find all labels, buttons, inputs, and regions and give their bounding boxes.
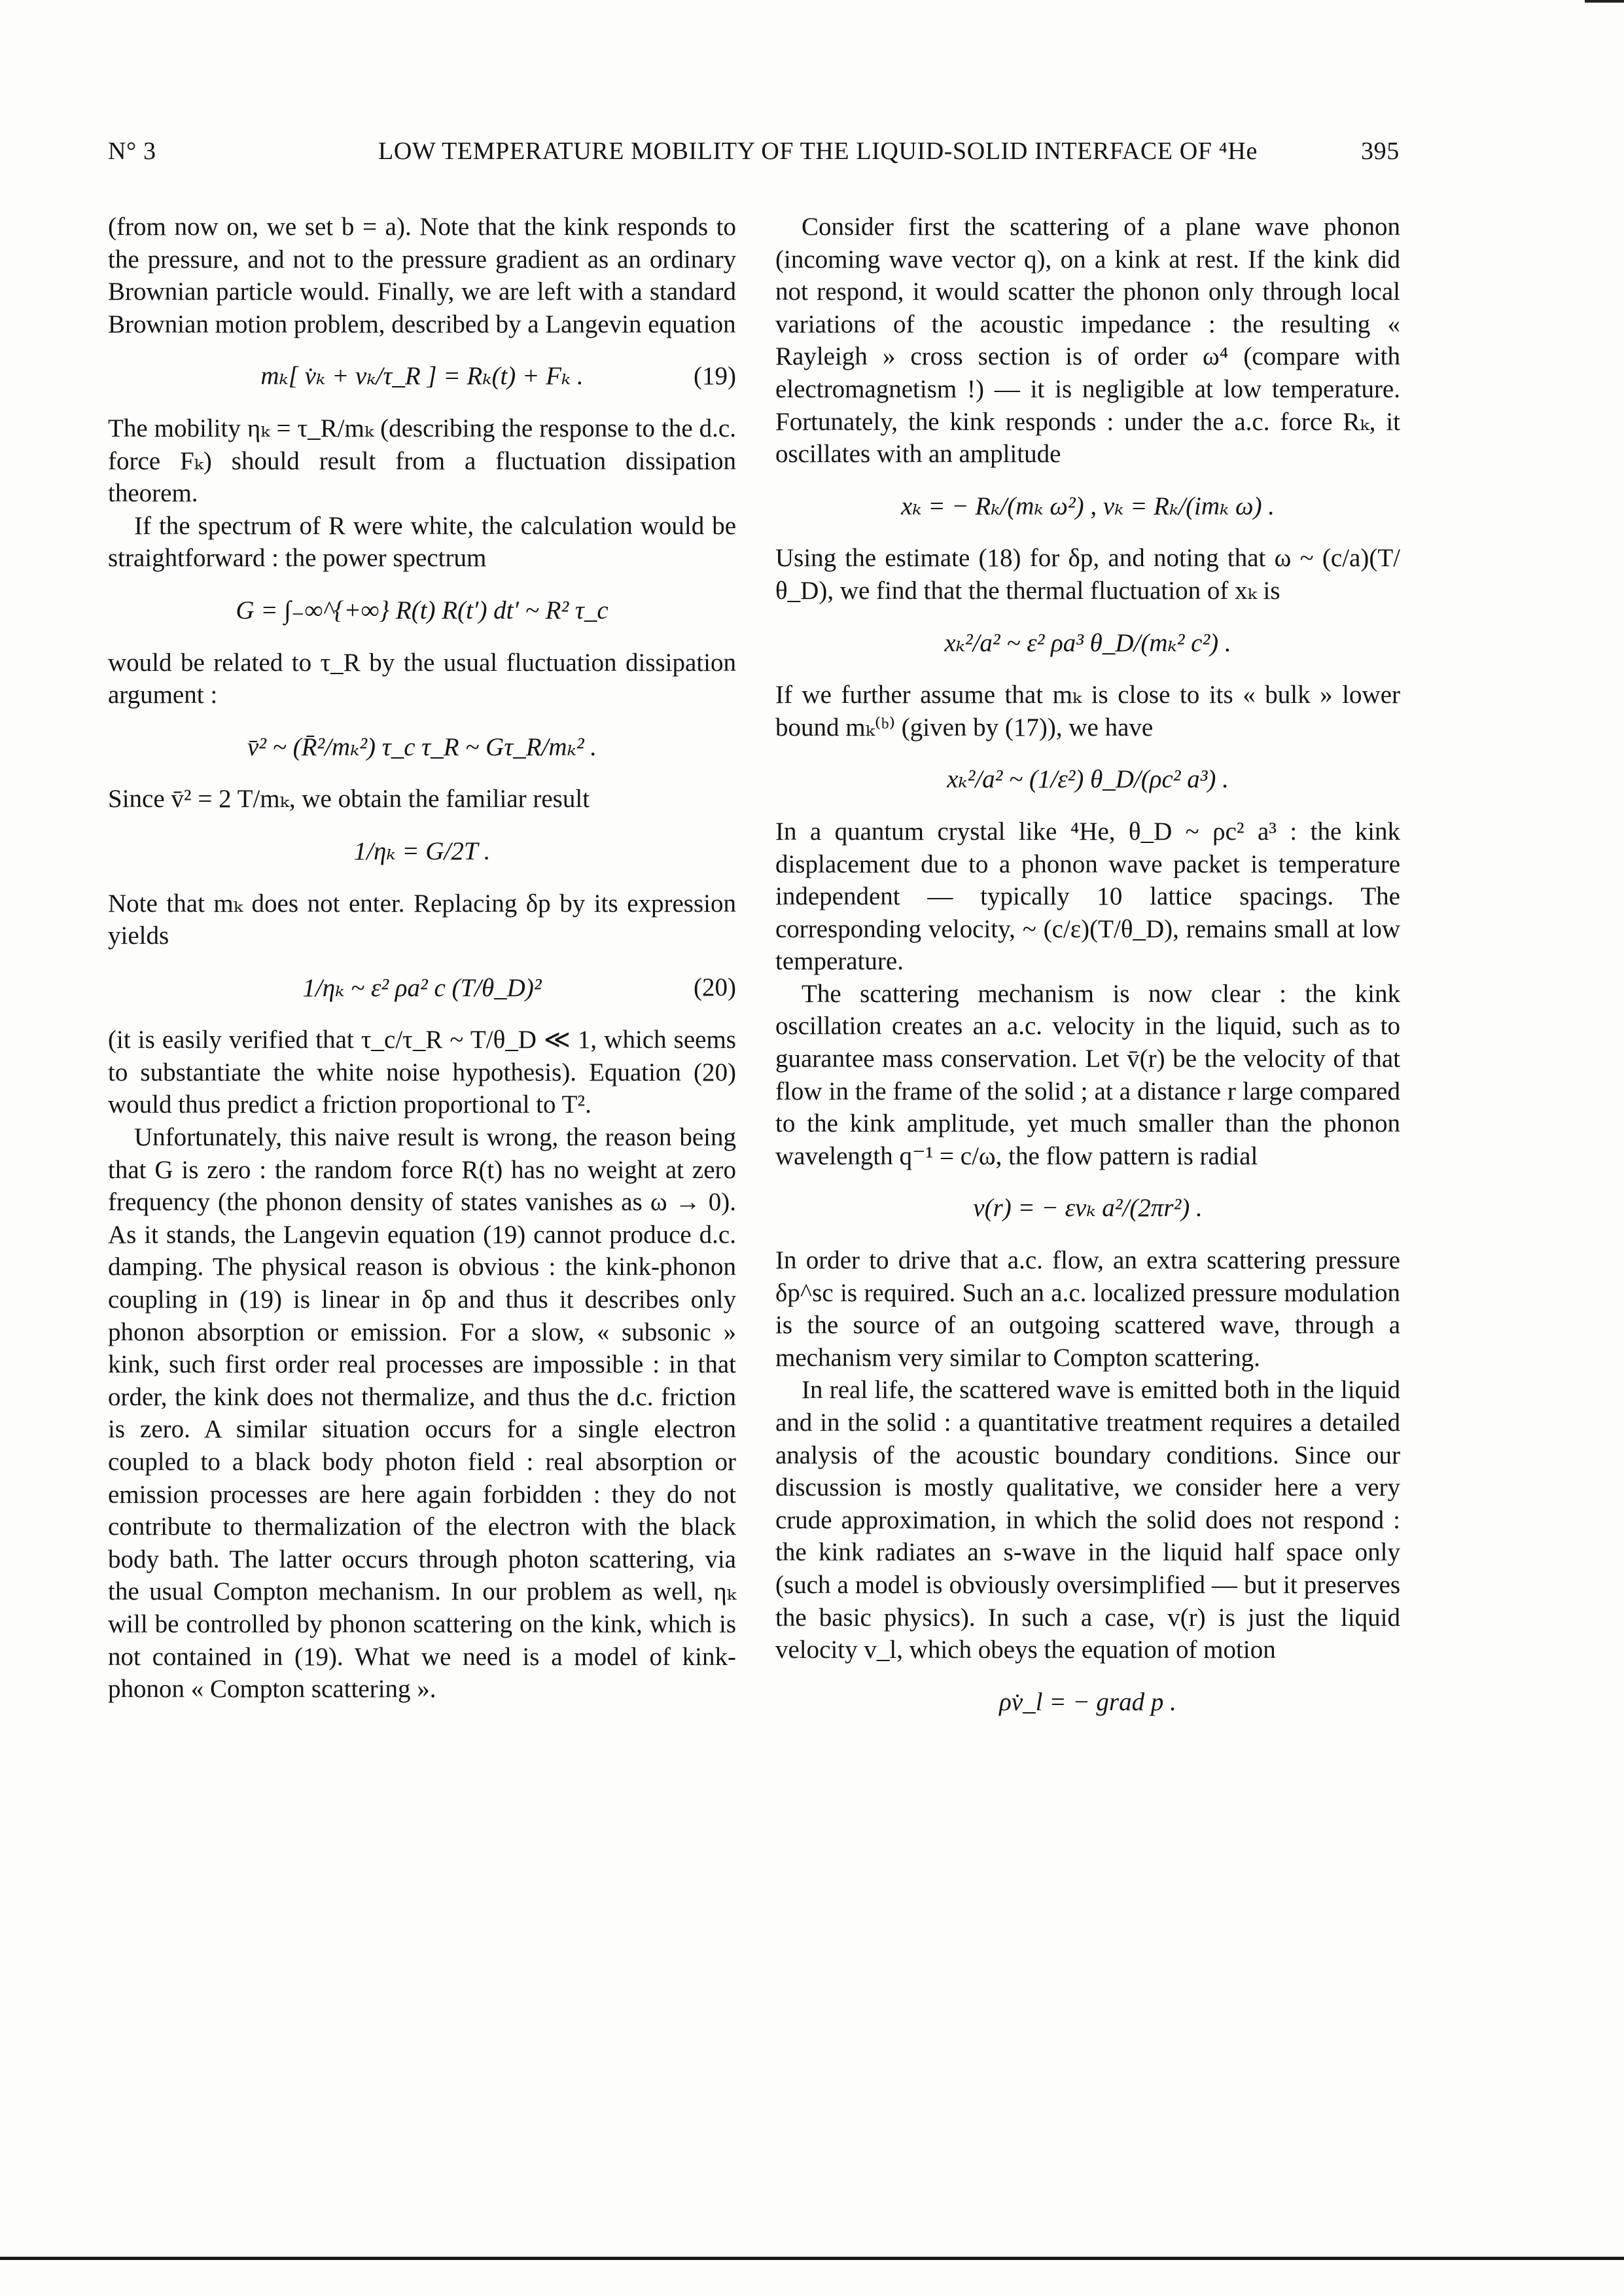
equation-motion [775, 1686, 1400, 1719]
paragraph: The mobility ηₖ = τ_R/mₖ (describing the response to the d.c. force Fₖ) should result from a fluctuation dissipation theorem. [108, 414, 736, 508]
equation-text: ρv̇_l = − grad p . [999, 1687, 1176, 1716]
equation-bulk-bound [775, 763, 1400, 796]
left-column [108, 211, 736, 1706]
bottom-rule [0, 2257, 1624, 2260]
equation-kink-amplitude [775, 490, 1400, 523]
paragraph: Using the estimate (18) for δp, and noting that ω ~ (c/a)(T/θ_D), we find that the thermal fluctuation of xₖ is [775, 544, 1400, 605]
equation-velocity-fluctuation [108, 731, 736, 764]
paragraph: If we further assume that mₖ is close to its « bulk » lower bound mₖ⁽ᵇ⁾ (given by (17)), we have [775, 681, 1400, 742]
equation-text: xₖ²/a² ~ (1/ε²) θ_D/(ρc² a³) . [947, 765, 1229, 794]
scan-edge-mark [1585, 0, 1624, 3]
paragraph: Unfortunately, this naive result is wrong, the reason being that G is zero : the random force R(t) has no weight at zero frequency (the phonon density of states vanishes as ω → 0). As it stands, the Langevin equation (19) cannot produce d.c. damping. The physical reason is obvious : the kink-phonon coupling in (19) is linear in δp and thus it describes only phonon absorption or emission. For a slow, « subsonic » kink, such first order real processes are impossible : in that order, the kink does not thermalize, and thus the d.c. friction is zero. A similar situation occurs for a single electron coupled to a black body photon field : real absorption or emission processes are here again forbidden : they do not contribute to thermalization of the electron with the black body bath. The latter occurs through photon scattering, via the usual Compton mechanism. In our problem as well, ηₖ will be controlled by phonon scattering on the kink, which is not contained in (19). What we need is a model of kink-phonon « Compton scattering ». [108, 1123, 736, 1704]
equation-radial-flow [775, 1192, 1400, 1225]
paragraph: Since v̄² = 2 T/mₖ, we obtain the familiar result [108, 785, 590, 814]
running-title: LOW TEMPERATURE MOBILITY OF THE LIQUID-SOLID INTERFACE OF ⁴He [378, 137, 1258, 165]
equation-19 [108, 360, 736, 393]
paragraph: (it is easily verified that τ_c/τ_R ~ T/θ_D ≪ 1, which seems to substantiate the white noise hypothesis). Equation (20) would thus predict a friction proportional to T². [108, 1026, 736, 1119]
equation-mobility [108, 835, 736, 868]
equation-thermal-fluctuation [775, 627, 1400, 660]
paragraph: If the spectrum of R were white, the calculation would be straightforward : the power spectrum [108, 511, 736, 573]
paragraph: In real life, the scattered wave is emitted both in the liquid and in the solid : a quantitative treatment requires a detailed analysis of the acoustic boundary conditions. Since our discussion is mostly qualitative, we consider here a very crude approximation, in which the solid does not respond : the kink radiates an s-wave in the liquid half space only (such a model is obviously oversimplified — but it preserves the basic physics). In such a case, v(r) is just the liquid velocity v_l, which obeys the equation of motion [775, 1376, 1400, 1664]
equation-20 [108, 972, 736, 1005]
paragraph: In order to drive that a.c. flow, an extra scattering pressure δp^sc is required. Such an a.c. localized pressure modulation is the source of an outgoing scattered wave, through a mechanism very similar to Compton scattering. [775, 1246, 1400, 1372]
paragraph: In a quantum crystal like ⁴He, θ_D ~ ρc² a³ : the kink displacement due to a phonon wave packet is temperature independent — typically 10 lattice spacings. The corresponding velocity, ~ (c/ε)(T/θ_D), remains small at low temperature. [775, 817, 1400, 976]
paragraph: (from now on, we set b = a). Note that the kink responds to the pressure, and not to the pressure gradient as an ordinary Brownian particle would. Finally, we are left with a standard Brownian motion problem, described by a Langevin equation [108, 213, 736, 338]
equation-text: 1/ηₖ ~ ε² ρa² c (T/θ_D)² [302, 973, 542, 1002]
equation-number: (20) [694, 973, 736, 1002]
equation-text: xₖ = − Rₖ/(mₖ ω²) , vₖ = Rₖ/(imₖ ω) . [900, 492, 1275, 520]
page-number: 395 [1361, 137, 1400, 165]
paragraph: The scattering mechanism is now clear : the kink oscillation creates an a.c. velocity in the liquid, such as to guarantee mass conservation. Let v̄(r) be the velocity of that flow in the frame of the solid ; at a distance r large compared to the kink amplitude, yet much smaller than the phonon wavelength q⁻¹ = c/ω, the flow pattern is radial [775, 979, 1400, 1170]
equation-number: (19) [694, 362, 736, 391]
paragraph: Consider first the scattering of a plane wave phonon (incoming wave vector q), on a kink at rest. If the kink did not respond, it would scatter the phonon only through local variations of the acoustic impedance : the resulting « Rayleigh » cross section is of order ω⁴ (compare with electromagnetism !) — it is negligible at low temperature. Fortunately, the kink responds : under the a.c. force Rₖ, it oscillates with an amplitude [775, 213, 1400, 469]
equation-text: v(r) = − εvₖ a²/(2πr²) . [973, 1194, 1203, 1223]
right-column [775, 211, 1400, 1738]
paragraph: Note that mₖ does not enter. Replacing δp by its expression yields [108, 889, 736, 950]
equation-power-spectrum [108, 594, 736, 627]
equation-text: 1/ηₖ = G/2T . [353, 836, 491, 865]
equation-text: xₖ²/a² ~ ε² ρa³ θ_D/(mₖ² c²) . [944, 628, 1231, 657]
paragraph: would be related to τ_R by the usual fluctuation dissipation argument : [108, 648, 736, 709]
issue-number: N° 3 [108, 137, 156, 165]
equation-text: G = ∫₋∞^{+∞} R(t) R(t′) dt′ ~ R² τ_c [236, 596, 609, 624]
equation-text: mₖ[ v̇ₖ + vₖ/τ_R ] = Rₖ(t) + Fₖ . [260, 362, 584, 391]
equation-text: v̄² ~ (R̄²/mₖ²) τ_c τ_R ~ Gτ_R/mₖ² . [247, 732, 597, 761]
